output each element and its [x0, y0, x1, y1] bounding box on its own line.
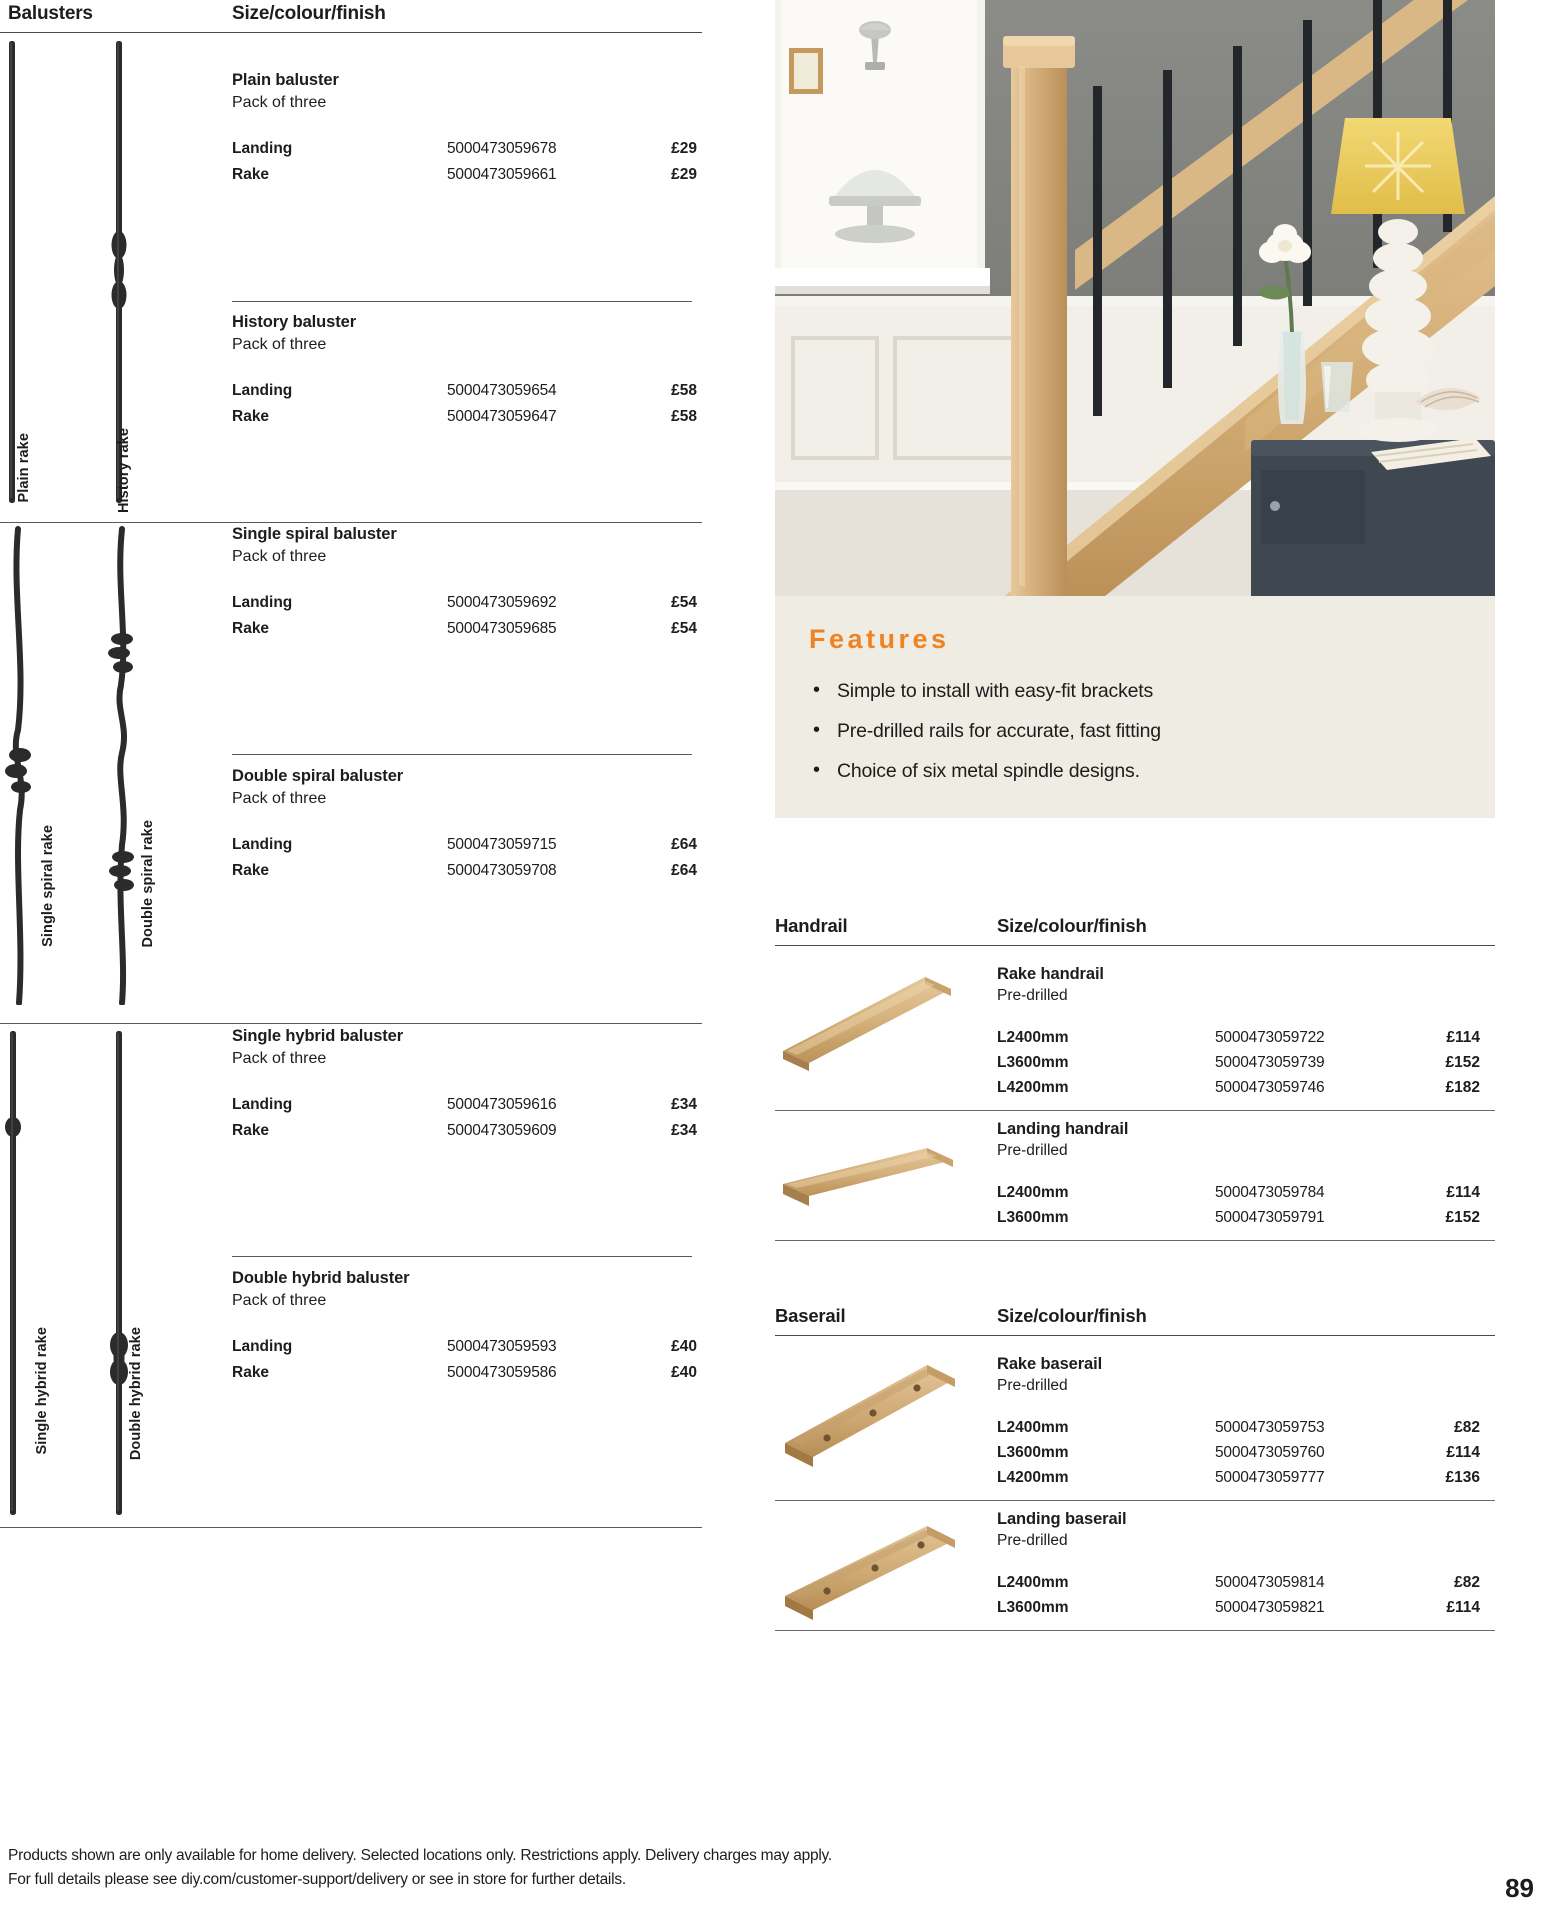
row-product-code: 5000473059586: [447, 1364, 557, 1381]
product-divider: [232, 301, 692, 302]
product-subtitle: Pack of three: [232, 94, 327, 111]
row-product-code: 5000473059760: [1215, 1444, 1325, 1461]
row-variant: Rake: [232, 862, 270, 879]
baserail-section: [775, 1305, 1495, 1616]
table-row: [997, 1440, 1495, 1465]
baluster-group-plain-history: [0, 33, 710, 514]
product-single-spiral-baluster: [232, 525, 702, 642]
baluster-art-column: [0, 525, 225, 1005]
row-size: L4200mm: [997, 1469, 1069, 1486]
table-row: [232, 590, 702, 616]
handrail-section: [775, 915, 1495, 1226]
table-row: [997, 1075, 1495, 1100]
column-header-baserail: Baserail: [775, 1305, 846, 1326]
row-price: £136: [1445, 1469, 1480, 1486]
group-divider: [0, 1023, 702, 1024]
row-price: £152: [1445, 1209, 1480, 1226]
row-price: £54: [671, 620, 697, 637]
row-price: £82: [1454, 1419, 1480, 1436]
features-panel: [775, 596, 1495, 818]
product-title: Double hybrid baluster: [232, 1269, 410, 1287]
table-row: [997, 1205, 1495, 1230]
features-heading: Features: [809, 624, 950, 654]
baluster-label-single-hybrid-rake: Single hybrid rake: [34, 1327, 50, 1455]
row-price: £58: [671, 382, 697, 399]
row-variant: Landing: [232, 594, 293, 611]
landing-baserail-image: [775, 1510, 965, 1630]
table-row: [232, 136, 702, 162]
footer-disclaimer: [8, 1844, 1208, 1892]
hero-image: [775, 0, 1495, 596]
row-size: L2400mm: [997, 1029, 1069, 1046]
product-title: Single hybrid baluster: [232, 1027, 404, 1045]
column-header-size-colour-finish: Size/colour/finish: [232, 3, 386, 24]
single-hybrid-rake-spindle: [0, 1027, 36, 1517]
row-product-code: 5000473059753: [1215, 1419, 1325, 1436]
baluster-label-double-spiral-rake: Double spiral rake: [140, 820, 156, 948]
row-price: £64: [671, 836, 697, 853]
row-product-code: 5000473059685: [447, 620, 557, 637]
table-row: [232, 162, 702, 188]
product-double-spiral-baluster: [232, 767, 702, 884]
row-product-code: 5000473059609: [447, 1122, 557, 1139]
table-row: [232, 1334, 702, 1360]
footer-line-1: Products shown are only available for home delivery. Selected locations only. Restrictions apply. Delivery charges may apply.: [8, 1847, 832, 1864]
column-header-handrail: Handrail: [775, 915, 848, 936]
table-row: [232, 832, 702, 858]
row-variant: Landing: [232, 382, 293, 399]
row-product-code: 5000473059814: [1215, 1574, 1325, 1591]
handrail-header-divider: [775, 945, 1495, 946]
baluster-label-plain-rake: Plain rake: [16, 433, 32, 503]
feature-item: • Choice of six metal spindle designs.: [809, 751, 1461, 791]
column-header-size-colour-finish: Size/colour/finish: [997, 915, 1147, 936]
row-variant: Landing: [232, 140, 293, 157]
footer-line-2: For full details please see diy.com/customer-support/delivery or see in store for further details.: [8, 1871, 626, 1888]
row-variant: Rake: [232, 166, 270, 183]
baserail-table-header: [775, 1305, 1495, 1335]
column-header-balusters: Balusters: [8, 3, 93, 24]
single-spiral-rake-spindle: [0, 525, 44, 1005]
baluster-art-column: [0, 1027, 225, 1517]
row-price: £114: [1446, 1029, 1480, 1046]
row-price: £34: [671, 1122, 697, 1139]
baserail-item-divider: [775, 1500, 1495, 1501]
row-product-code: 5000473059722: [1215, 1029, 1325, 1046]
product-double-hybrid-baluster: [232, 1269, 702, 1386]
group-divider: [0, 522, 702, 523]
table-row: [997, 1570, 1495, 1595]
row-price: £58: [671, 408, 697, 425]
table-row: [232, 858, 702, 884]
table-row: [997, 1050, 1495, 1075]
row-price: £40: [671, 1364, 697, 1381]
product-subtitle: Pre-drilled: [997, 1532, 1068, 1549]
table-row: [232, 378, 702, 404]
row-price: £114: [1446, 1444, 1480, 1461]
product-subtitle: Pre-drilled: [997, 987, 1068, 1004]
row-size: L2400mm: [997, 1574, 1069, 1591]
baluster-label-double-hybrid-rake: Double hybrid rake: [128, 1327, 144, 1461]
row-price: £29: [671, 140, 697, 157]
balusters-section: [0, 0, 710, 1810]
feature-item: • Pre-drilled rails for accurate, fast fitting: [809, 711, 1461, 751]
table-row: [997, 1415, 1495, 1440]
handrail-item-divider: [775, 1110, 1495, 1111]
table-row: [232, 1360, 702, 1386]
row-price: £64: [671, 862, 697, 879]
rake-baserail-image: [775, 1355, 965, 1475]
row-price: £182: [1445, 1079, 1480, 1096]
table-row: [232, 404, 702, 430]
row-price: £29: [671, 166, 697, 183]
product-title: Landing handrail: [997, 1120, 1129, 1138]
product-subtitle: Pre-drilled: [997, 1377, 1068, 1394]
row-product-code: 5000473059647: [447, 408, 557, 425]
row-product-code: 5000473059616: [447, 1096, 557, 1113]
table-row: [232, 1092, 702, 1118]
baserail-section-divider: [775, 1630, 1495, 1631]
product-title: Double spiral baluster: [232, 767, 404, 785]
row-price: £34: [671, 1096, 697, 1113]
row-price: £82: [1454, 1574, 1480, 1591]
row-price: £40: [671, 1338, 697, 1355]
row-product-code: 5000473059777: [1215, 1469, 1325, 1486]
product-title: Plain baluster: [232, 71, 339, 89]
rake-baserail-text: [997, 1355, 1495, 1490]
page-number: 89: [1505, 1873, 1534, 1903]
row-variant: Rake: [232, 408, 270, 425]
row-price: £114: [1446, 1184, 1480, 1201]
row-variant: Landing: [232, 836, 293, 853]
row-product-code: 5000473059661: [447, 166, 557, 183]
table-row: [997, 1025, 1495, 1050]
product-divider: [232, 754, 692, 755]
product-history-baluster: [232, 313, 702, 430]
product-subtitle: Pack of three: [232, 336, 327, 353]
product-title: Landing baserail: [997, 1510, 1127, 1528]
row-product-code: 5000473059692: [447, 594, 557, 611]
feature-item: • Simple to install with easy-fit brackets: [809, 671, 1461, 711]
row-size: L2400mm: [997, 1184, 1069, 1201]
group-divider: [0, 1527, 702, 1528]
landing-handrail-text: [997, 1120, 1495, 1230]
row-product-code: 5000473059678: [447, 140, 557, 157]
baluster-group-spiral: [0, 525, 710, 1005]
baluster-art-column: [0, 33, 225, 514]
handrail-section-divider: [775, 1240, 1495, 1241]
handrail-table-header: [775, 915, 1495, 945]
row-price: £114: [1446, 1599, 1480, 1616]
product-title: History baluster: [232, 313, 357, 331]
product-subtitle: Pack of three: [232, 1292, 327, 1309]
baluster-label-single-spiral-rake: Single spiral rake: [40, 825, 56, 947]
row-size: L4200mm: [997, 1079, 1069, 1096]
baluster-group-hybrid: [0, 1027, 710, 1517]
row-variant: Landing: [232, 1338, 293, 1355]
product-subtitle: Pack of three: [232, 1050, 327, 1067]
rake-handrail-image: [775, 965, 965, 1085]
product-subtitle: Pack of three: [232, 548, 327, 565]
row-product-code: 5000473059739: [1215, 1054, 1325, 1071]
row-product-code: 5000473059746: [1215, 1079, 1325, 1096]
row-product-code: 5000473059708: [447, 862, 557, 879]
row-variant: Rake: [232, 620, 270, 637]
product-subtitle: Pre-drilled: [997, 1142, 1068, 1159]
row-product-code: 5000473059654: [447, 382, 557, 399]
column-header-size-colour-finish: Size/colour/finish: [997, 1305, 1147, 1326]
table-row: [232, 616, 702, 642]
row-size: L2400mm: [997, 1419, 1069, 1436]
row-size: L3600mm: [997, 1444, 1069, 1461]
balusters-table-header: [0, 0, 710, 32]
table-row: [997, 1595, 1495, 1620]
table-row: [232, 1118, 702, 1144]
row-price: £152: [1445, 1054, 1480, 1071]
landing-handrail-image: [775, 1120, 965, 1240]
product-title: Rake handrail: [997, 965, 1104, 983]
rake-handrail-text: [997, 965, 1495, 1100]
landing-baserail-text: [997, 1510, 1495, 1620]
row-product-code: 5000473059715: [447, 836, 557, 853]
row-product-code: 5000473059821: [1215, 1599, 1325, 1616]
table-row: [997, 1180, 1495, 1205]
product-divider: [232, 1256, 692, 1257]
baluster-label-history-rake: History rake: [116, 428, 132, 514]
product-title: Rake baserail: [997, 1355, 1103, 1373]
row-size: L3600mm: [997, 1599, 1069, 1616]
table-row: [997, 1465, 1495, 1490]
row-product-code: 5000473059791: [1215, 1209, 1325, 1226]
row-product-code: 5000473059784: [1215, 1184, 1325, 1201]
product-plain-baluster: [232, 71, 702, 188]
product-single-hybrid-baluster: [232, 1027, 702, 1144]
row-variant: Rake: [232, 1364, 270, 1381]
row-variant: Rake: [232, 1122, 270, 1139]
baserail-header-divider: [775, 1335, 1495, 1336]
row-variant: Landing: [232, 1096, 293, 1113]
row-price: £54: [671, 594, 697, 611]
row-size: L3600mm: [997, 1209, 1069, 1226]
product-subtitle: Pack of three: [232, 790, 327, 807]
row-product-code: 5000473059593: [447, 1338, 557, 1355]
features-list: [809, 671, 1461, 791]
row-size: L3600mm: [997, 1054, 1069, 1071]
product-title: Single spiral baluster: [232, 525, 397, 543]
